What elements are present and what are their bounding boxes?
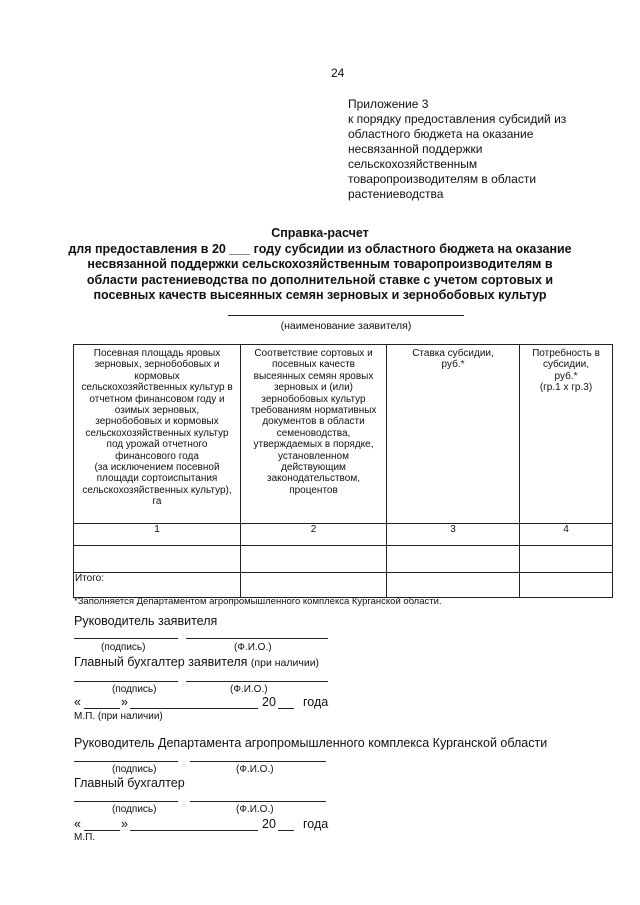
- annex-line: областного бюджета на оказание: [348, 127, 534, 141]
- page-number: 24: [331, 66, 345, 80]
- table-cell[interactable]: [520, 573, 613, 598]
- header-line: действующим: [281, 462, 346, 474]
- signature-caption: (подпись): [112, 764, 157, 775]
- year-prefix: 20: [262, 817, 276, 831]
- document-title: [20, 226, 620, 304]
- day-line: [84, 830, 120, 831]
- title-line: области растениеводства по дополнительной ставке с учетом сортовых и: [86, 272, 554, 287]
- header-line: озимых зерновых,: [114, 405, 200, 417]
- quote-close: »: [121, 695, 128, 709]
- header-line: документов в области: [262, 416, 365, 428]
- signature-caption: (подпись): [101, 642, 146, 653]
- table-cell[interactable]: [74, 546, 241, 573]
- header-line: (гр.1 х гр.3): [539, 382, 593, 394]
- month-line: [130, 830, 258, 831]
- column-number: 2: [241, 524, 387, 546]
- head-department-label: Руководитель Департамента агропромышленного комплекса Курганской области: [74, 736, 548, 750]
- header-line: утверждаемых в порядке,: [253, 439, 374, 451]
- fio-caption: (Ф.И.О.): [236, 764, 274, 775]
- table-header-row: [74, 345, 613, 524]
- header-line: посевных качеств: [272, 359, 355, 371]
- header-line: сельскохозяйственных культур в: [81, 382, 233, 394]
- header-line: зернобобовых культур: [261, 393, 366, 405]
- quote-close: »: [121, 817, 128, 831]
- column-number: 1: [74, 524, 241, 546]
- annex-line: растениеводства: [348, 187, 444, 201]
- header-line: отчетном финансовом году и: [89, 393, 225, 405]
- fio-line: [190, 801, 326, 802]
- fio-line: [186, 681, 328, 682]
- total-label: Итого:: [74, 573, 241, 598]
- year-suffix: года: [303, 695, 329, 709]
- title-line: для предоставления в 20 ___ году субсидии из областного бюджета на оказание: [68, 241, 572, 256]
- fio-caption: (Ф.И.О.): [236, 804, 274, 815]
- annex-line: к порядку предоставления субсидий из: [348, 112, 567, 126]
- signature-line: [74, 761, 178, 762]
- header-line: га: [152, 496, 162, 508]
- applicant-name-line: [228, 315, 464, 316]
- table-cell[interactable]: [387, 573, 520, 598]
- annex-line: товаропроизводителям в области: [348, 172, 537, 186]
- title-line: несвязанной поддержки сельскохозяйственным товаропроизводителям в: [87, 257, 553, 271]
- fio-caption: (Ф.И.О.): [234, 642, 272, 653]
- chief-accountant-label: Главный бухгалтер: [74, 776, 185, 790]
- header-line: под урожай отчетного: [106, 439, 208, 451]
- header-line: Посевная площадь яровых: [93, 348, 221, 359]
- header-cell-need: [520, 345, 613, 524]
- signature-line: [74, 801, 178, 802]
- year-line: [278, 708, 294, 709]
- chief-accountant-applicant-label: [74, 655, 319, 669]
- year-suffix: года: [303, 817, 329, 831]
- total-row: [74, 573, 613, 598]
- head-applicant-label: Руководитель заявителя: [74, 614, 218, 628]
- header-line: высеянных семян яровых: [253, 370, 374, 382]
- signature-caption: (подпись): [112, 804, 157, 815]
- title-line: посевных качеств высеянных семян зерновых и зернобобовых культур: [93, 288, 547, 302]
- header-line: (за исключением посевной: [94, 462, 220, 474]
- header-line: Потребность в: [532, 348, 600, 359]
- header-line: семеноводства,: [276, 427, 351, 439]
- stamp-applicant: М.П. (при наличии): [74, 711, 163, 722]
- stamp: М.П.: [74, 832, 96, 843]
- header-cell-seed-quality: [241, 345, 387, 524]
- column-number: 3: [387, 524, 520, 546]
- table-cell[interactable]: [241, 546, 387, 573]
- header-line: зерновых, зернобобовых и: [94, 359, 220, 371]
- day-line: [84, 708, 120, 709]
- table-cell[interactable]: [241, 573, 387, 598]
- quote-open: «: [74, 817, 81, 831]
- if-any-note: (при наличии): [250, 657, 320, 669]
- year-prefix: 20: [262, 695, 276, 709]
- header-line: субсидии,: [542, 359, 590, 371]
- header-line: площади сортоиспытания: [96, 473, 218, 485]
- month-line: [130, 708, 258, 709]
- header-line: кормовых: [134, 370, 180, 382]
- signature-line: [74, 681, 178, 682]
- fio-caption: (Ф.И.О.): [230, 684, 268, 695]
- annex-line: сельскохозяйственным: [348, 157, 478, 171]
- table-row: [74, 546, 613, 573]
- chief-accountant-applicant-text: Главный бухгалтер заявителя: [74, 655, 248, 669]
- header-cell-rate: [387, 345, 520, 524]
- column-number-row: [74, 524, 613, 546]
- table-cell[interactable]: [520, 546, 613, 573]
- year-line: [278, 830, 294, 831]
- header-line: руб.*: [441, 359, 465, 371]
- header-line: Ставка субсидии,: [412, 348, 494, 359]
- signature-caption: (подпись): [112, 684, 157, 695]
- subsidy-table: [73, 344, 613, 598]
- fio-line: [186, 638, 328, 639]
- applicant-caption: (наименование заявителя): [280, 320, 412, 332]
- header-line: руб.*: [554, 370, 578, 382]
- table-cell[interactable]: [387, 546, 520, 573]
- header-line: требованиям нормативных: [250, 405, 377, 417]
- footnote: *Заполняется Департаментом агропромышленного комплекса Курганской области.: [74, 596, 442, 607]
- signature-line: [74, 638, 178, 639]
- annex-header: [348, 97, 608, 202]
- header-cell-area: [74, 345, 241, 524]
- annex-line: Приложение 3: [348, 97, 429, 111]
- column-number: 4: [520, 524, 613, 546]
- annex-line: несвязанной поддержки: [348, 142, 483, 156]
- quote-open: «: [74, 695, 81, 709]
- header-line: установленном: [278, 450, 349, 462]
- title-line: Справка-расчет: [271, 226, 369, 240]
- header-line: Соответствие сортовых и: [254, 348, 373, 359]
- header-line: зернобобовых и кормовых: [95, 416, 219, 428]
- header-line: зерновых и (или): [274, 382, 353, 394]
- header-line: законодательством,: [267, 473, 360, 485]
- header-line: сельскохозяйственных культур),: [82, 484, 232, 496]
- header-line: процентов: [289, 484, 338, 496]
- header-line: сельскохозяйственных культур: [85, 427, 229, 439]
- header-line: финансового года: [115, 450, 199, 462]
- fio-line: [190, 761, 326, 762]
